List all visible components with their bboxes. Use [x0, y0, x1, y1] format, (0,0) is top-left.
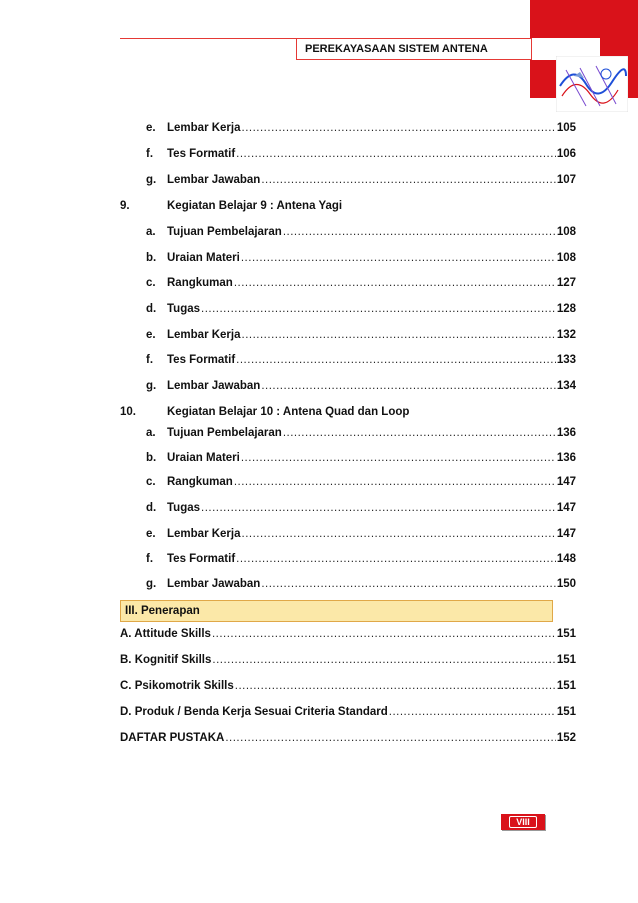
toc-item[interactable] — [146, 122, 576, 136]
toc-chapter-title: Kegiatan Belajar 10 : Antena Quad dan Loop — [167, 406, 410, 418]
toc-item-title: Lembar Jawaban — [167, 380, 261, 392]
toc-item-title: Tes Formatif — [167, 148, 236, 160]
toc-item-page: 107 — [556, 174, 576, 186]
toc-leader-dots — [234, 476, 556, 490]
toc-item-title: Lembar Kerja — [167, 329, 241, 341]
toc-item-title: Tugas — [167, 502, 201, 514]
toc-item-title: Tujuan Pembelajaran — [167, 427, 282, 439]
page-number-badge — [501, 814, 545, 830]
toc-item[interactable] — [146, 380, 576, 394]
toc-item-page: 105 — [556, 122, 576, 134]
toc-item[interactable] — [120, 628, 576, 642]
toc-item[interactable] — [146, 329, 576, 343]
toc-item-page: 108 — [556, 252, 576, 264]
toc-item[interactable] — [146, 354, 576, 368]
toc-leader-dots — [242, 528, 556, 542]
toc-item-label: e. — [146, 122, 156, 134]
toc-item-label: f. — [146, 553, 154, 565]
toc-item-page: 147 — [556, 502, 576, 514]
toc-leader-dots — [234, 277, 556, 291]
toc-item[interactable] — [146, 226, 576, 240]
toc-item-label: b. — [146, 252, 157, 264]
toc-item-title: DAFTAR PUSTAKA — [120, 732, 225, 744]
toc-leader-dots — [236, 148, 556, 162]
toc-item-page: 147 — [556, 528, 576, 540]
toc-item-title: C. Psikomotrik Skills — [120, 680, 234, 692]
toc-item-label: g. — [146, 578, 157, 590]
page-number: VIII — [509, 816, 537, 828]
toc-item-title: Lembar Jawaban — [167, 174, 261, 186]
toc-item-page: 106 — [556, 148, 576, 160]
toc-item[interactable] — [146, 427, 576, 441]
toc-item-label: f. — [146, 148, 154, 160]
toc-item-title: Rangkuman — [167, 277, 233, 289]
toc-item-page: 136 — [556, 427, 576, 439]
toc-item-label: c. — [146, 476, 156, 488]
toc-item-title: Tugas — [167, 303, 201, 315]
toc-item-label: d. — [146, 303, 157, 315]
toc-leader-dots — [283, 226, 556, 240]
toc-item[interactable] — [146, 148, 576, 162]
toc-item[interactable] — [146, 476, 576, 490]
toc-item[interactable] — [120, 654, 576, 668]
toc-chapter-title: Kegiatan Belajar 9 : Antena Yagi — [167, 200, 343, 212]
toc-item[interactable] — [146, 174, 576, 188]
toc-leader-dots — [241, 252, 556, 266]
toc-item-title: Uraian Materi — [167, 452, 240, 464]
toc-item[interactable] — [120, 680, 576, 694]
toc-leader-dots — [201, 502, 556, 516]
toc-leader-dots — [236, 553, 556, 567]
toc-leader-dots — [225, 732, 555, 746]
toc-item-label: c. — [146, 277, 156, 289]
toc-item-title: Tes Formatif — [167, 354, 236, 366]
toc-item-title: Lembar Kerja — [167, 528, 241, 540]
toc-leader-dots — [389, 706, 556, 720]
toc-item-page: 132 — [556, 329, 576, 341]
toc-item-title: Lembar Jawaban — [167, 578, 261, 590]
toc-item-title: Tes Formatif — [167, 553, 236, 565]
toc-item-label: e. — [146, 329, 156, 341]
toc-item[interactable] — [146, 578, 576, 592]
toc-item-title: B. Kognitif Skills — [120, 654, 212, 666]
toc-item-page: 108 — [556, 226, 576, 238]
toc-item-title: Lembar Kerja — [167, 122, 241, 134]
toc-item-label: b. — [146, 452, 157, 464]
toc-item-page: 151 — [556, 680, 576, 692]
toc-leader-dots — [261, 380, 555, 394]
toc-item[interactable] — [120, 732, 576, 746]
toc-leader-dots — [201, 303, 556, 317]
section-heading: III. Penerapan — [120, 600, 553, 622]
toc-leader-dots — [236, 354, 556, 368]
toc-item[interactable] — [146, 553, 576, 567]
toc-item-page: 133 — [556, 354, 576, 366]
toc-item-page: 127 — [556, 277, 576, 289]
header-title: PEREKAYASAAN SISTEM ANTENA — [296, 38, 532, 60]
toc-item-title: Uraian Materi — [167, 252, 240, 264]
toc-item-page: 151 — [556, 706, 576, 718]
toc-leader-dots — [235, 680, 556, 694]
toc-leader-dots — [212, 654, 555, 668]
toc-item-label: e. — [146, 528, 156, 540]
toc-item-page: 150 — [556, 578, 576, 590]
toc-item-label: f. — [146, 354, 154, 366]
toc-leader-dots — [212, 628, 556, 642]
toc-item[interactable] — [146, 277, 576, 291]
toc-item-label: a. — [146, 226, 156, 238]
toc-item-label: g. — [146, 174, 157, 186]
toc-item-page: 128 — [556, 303, 576, 315]
antenna-illustration-icon — [556, 56, 628, 112]
toc-item-page: 148 — [556, 553, 576, 565]
toc-item-label: a. — [146, 427, 156, 439]
toc-item-page: 134 — [556, 380, 576, 392]
header-red-block — [530, 0, 638, 38]
toc-leader-dots — [242, 329, 556, 343]
toc-leader-dots — [241, 452, 556, 466]
toc-chapter[interactable] — [120, 406, 576, 418]
toc-item-title: A. Attitude Skills — [120, 628, 211, 640]
toc-leader-dots — [261, 578, 555, 592]
toc-item-page: 151 — [556, 654, 576, 666]
toc-item-page: 147 — [556, 476, 576, 488]
toc-item-page: 136 — [556, 452, 576, 464]
toc-item-title: D. Produk / Benda Kerja Sesuai Criteria Standard — [120, 706, 388, 718]
toc-item[interactable] — [146, 502, 576, 516]
toc-item[interactable] — [146, 303, 576, 317]
toc-item-label: g. — [146, 380, 157, 392]
toc-leader-dots — [242, 122, 556, 136]
toc-item[interactable] — [146, 452, 576, 466]
toc-leader-dots — [261, 174, 555, 188]
toc-chapter-label: 10. — [120, 406, 136, 418]
toc-item-title: Tujuan Pembelajaran — [167, 226, 282, 238]
toc-item-title: Rangkuman — [167, 476, 233, 488]
toc-chapter[interactable] — [120, 200, 576, 212]
toc-item-page: 152 — [556, 732, 576, 744]
toc-item[interactable] — [120, 706, 576, 720]
toc-leader-dots — [283, 427, 556, 441]
toc-item-page: 151 — [556, 628, 576, 640]
toc-item[interactable] — [146, 528, 576, 542]
toc-item-label: d. — [146, 502, 157, 514]
toc-chapter-label: 9. — [120, 200, 130, 212]
toc-item[interactable] — [146, 252, 576, 266]
